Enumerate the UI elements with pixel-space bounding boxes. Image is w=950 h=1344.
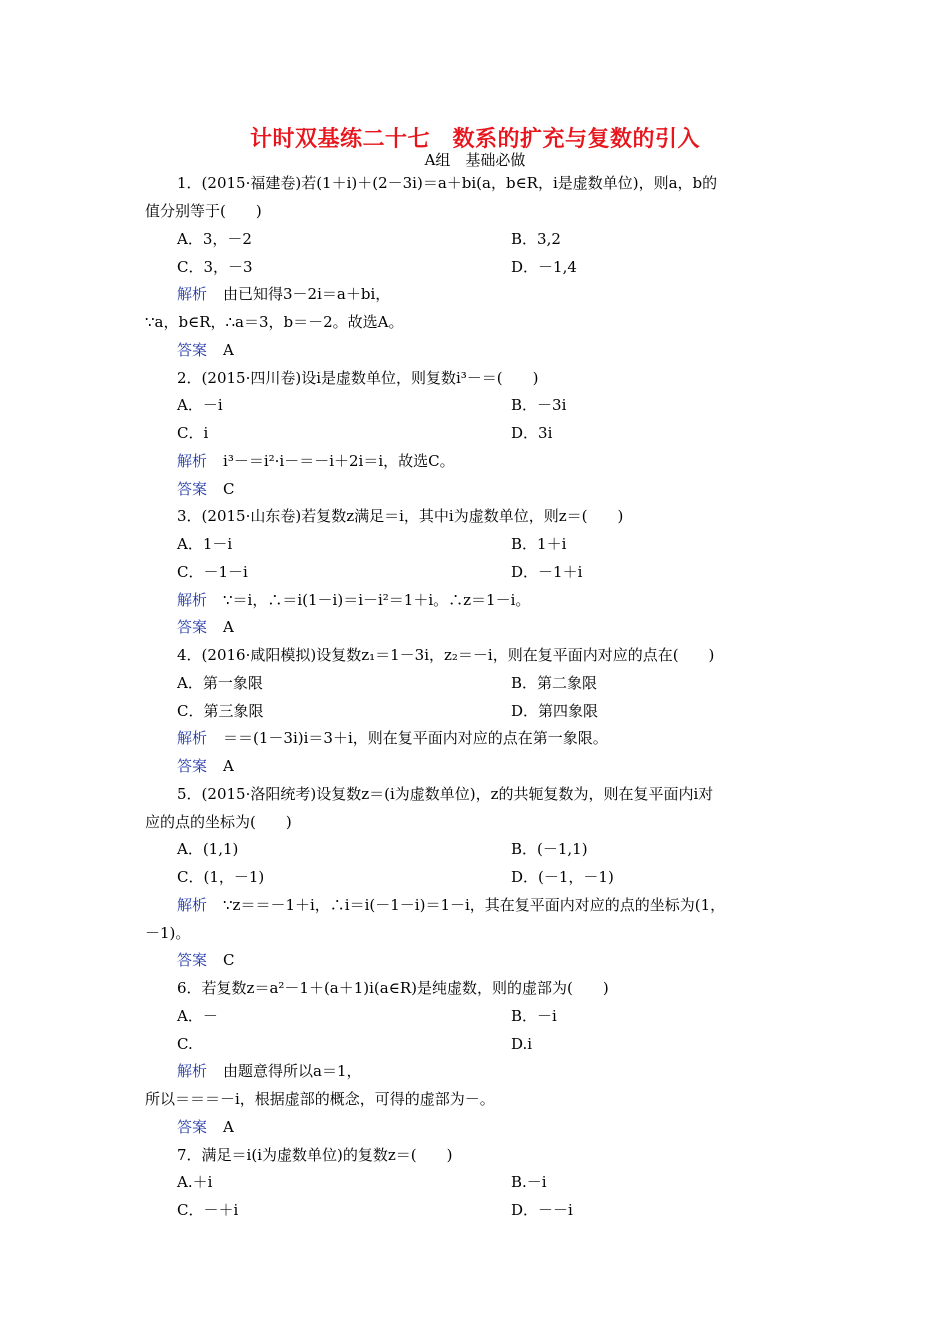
question-5-analysis-line-2: －1)。 [145, 924, 191, 942]
answer-value: C [223, 951, 235, 969]
question-6-answer [177, 1116, 234, 1138]
answer-label: 答案 [177, 951, 208, 969]
answer-label: 答案 [177, 757, 208, 775]
question-4-option-d: D．第四象限 [511, 702, 599, 720]
question-1-answer [177, 339, 234, 361]
analysis-label: 解析 [177, 591, 208, 609]
question-5-option-c: C．(1，－1) [177, 868, 265, 886]
question-2-answer [177, 478, 235, 500]
question-4-option-a: A．第一象限 [177, 674, 263, 692]
answer-value: A [223, 1118, 234, 1136]
question-7-option-d: D．－－i [511, 1201, 573, 1219]
question-4-stem-line-1: 4．(2016·咸阳模拟)设复数z₁＝1－3i，z₂＝－i，则在复平面内对应的点在( ) [177, 646, 715, 664]
answer-label: 答案 [177, 341, 208, 359]
question-4-answer [177, 755, 234, 777]
question-3-option-c: C．－1－i [177, 563, 248, 581]
answer-label: 答案 [177, 1118, 208, 1136]
question-2-analysis [177, 450, 455, 472]
answer-value: A [223, 618, 234, 636]
question-1-option-d: D．－1,4 [511, 258, 577, 276]
question-7-stem-line-1: 7．满足＝i(i为虚数单位)的复数z＝( ) [177, 1146, 453, 1164]
question-5-option-d: D．(－1，－1) [511, 868, 614, 886]
question-3-option-b: B．1＋i [511, 535, 567, 553]
question-1-option-b: B．3,2 [511, 230, 561, 248]
question-2-option-d: D．3i [511, 424, 553, 442]
question-6-option-a: A．－ [177, 1007, 218, 1025]
analysis-label: 解析 [177, 729, 208, 747]
analysis-text: 由题意得所以a＝1， [223, 1062, 362, 1080]
analysis-label: 解析 [177, 285, 208, 303]
analysis-label: 解析 [177, 1062, 208, 1080]
question-2-stem-line-1: 2．(2015·四川卷)设i是虚数单位，则复数i³－＝( ) [177, 369, 539, 387]
question-3-stem-line-1: 3．(2015·山东卷)若复数z满足＝i，其中i为虚数单位，则z＝( ) [177, 507, 624, 525]
analysis-label: 解析 [177, 896, 208, 914]
question-5-option-b: B．(－1,1) [511, 840, 588, 858]
question-5-stem-line-2: 应的点的坐标为( ) [145, 813, 292, 831]
question-5-stem-line-1: 5．(2015·洛阳统考)设复数z＝(i为虚数单位)，z的共轭复数为，则在复平面内i对 [177, 785, 714, 803]
question-7-option-b: B.－i [511, 1173, 547, 1191]
question-7-option-c: C．－＋i [177, 1201, 239, 1219]
analysis-text: ∵z＝＝－1＋i，∴i＝i(－1－i)＝1－i，其在复平面内对应的点的坐标为(1， [223, 896, 726, 914]
question-6-option-d: D.i [511, 1035, 533, 1053]
question-3-analysis [177, 589, 530, 611]
answer-value: A [223, 341, 234, 359]
question-4-analysis [177, 727, 608, 749]
question-1-stem-line-1: 1．(2015·福建卷)若(1＋i)＋(2－3i)＝a＋bi(a，b∈R，i是虚数单位)，则a，b的 [177, 174, 718, 192]
question-3-answer [177, 616, 234, 638]
question-6-analysis [177, 1060, 362, 1082]
question-3-option-a: A．1－i [177, 535, 233, 553]
question-1-option-c: C．3，－3 [177, 258, 253, 276]
answer-label: 答案 [177, 618, 208, 636]
question-3-option-d: D．－1＋i [511, 563, 583, 581]
analysis-text: ＝＝(1－3i)i＝3＋i，则在复平面内对应的点在第一象限。 [223, 729, 608, 747]
question-1-analysis [177, 283, 390, 305]
question-6-stem-line-1: 6．若复数z＝a²－1＋(a＋1)i(a∈R)是纯虚数，则的虚部为( ) [177, 979, 609, 997]
question-6-analysis-line-2: 所以＝＝＝－i，根据虚部的概念，可得的虚部为－。 [145, 1090, 495, 1108]
answer-label: 答案 [177, 480, 208, 498]
question-5-analysis [177, 894, 725, 916]
question-7-option-a: A.＋i [177, 1173, 213, 1191]
section-heading: A组 基础必做 [424, 151, 526, 169]
question-5-option-a: A．(1,1) [177, 840, 239, 858]
question-2-option-a: A．－i [177, 396, 223, 414]
page-title: 计时双基练二十七 数系的扩充与复数的引入 [249, 126, 700, 152]
analysis-label: 解析 [177, 452, 208, 470]
answer-value: C [223, 480, 235, 498]
analysis-text: ∵＝i，∴＝i(1－i)＝i－i²＝1＋i。∴z＝1－i。 [223, 591, 531, 609]
analysis-text: i³－＝i²·i－＝－i＋2i＝i，故选C。 [223, 452, 455, 470]
question-1-option-a: A．3，－2 [177, 230, 252, 248]
question-4-option-c: C．第三象限 [177, 702, 264, 720]
question-2-option-b: B．－3i [511, 396, 567, 414]
question-6-option-b: B．－i [511, 1007, 557, 1025]
question-6-option-c: C. [177, 1035, 193, 1053]
answer-value: A [223, 757, 234, 775]
question-4-option-b: B．第二象限 [511, 674, 598, 692]
question-1-analysis-line-2: ∵a，b∈R，∴a＝3，b＝－2。故选A。 [145, 313, 404, 331]
question-1-stem-line-2: 值分别等于( ) [145, 202, 262, 220]
question-5-answer [177, 949, 235, 971]
question-2-option-c: C．i [177, 424, 209, 442]
analysis-text: 由已知得3－2i＝a＋bi， [223, 285, 391, 303]
